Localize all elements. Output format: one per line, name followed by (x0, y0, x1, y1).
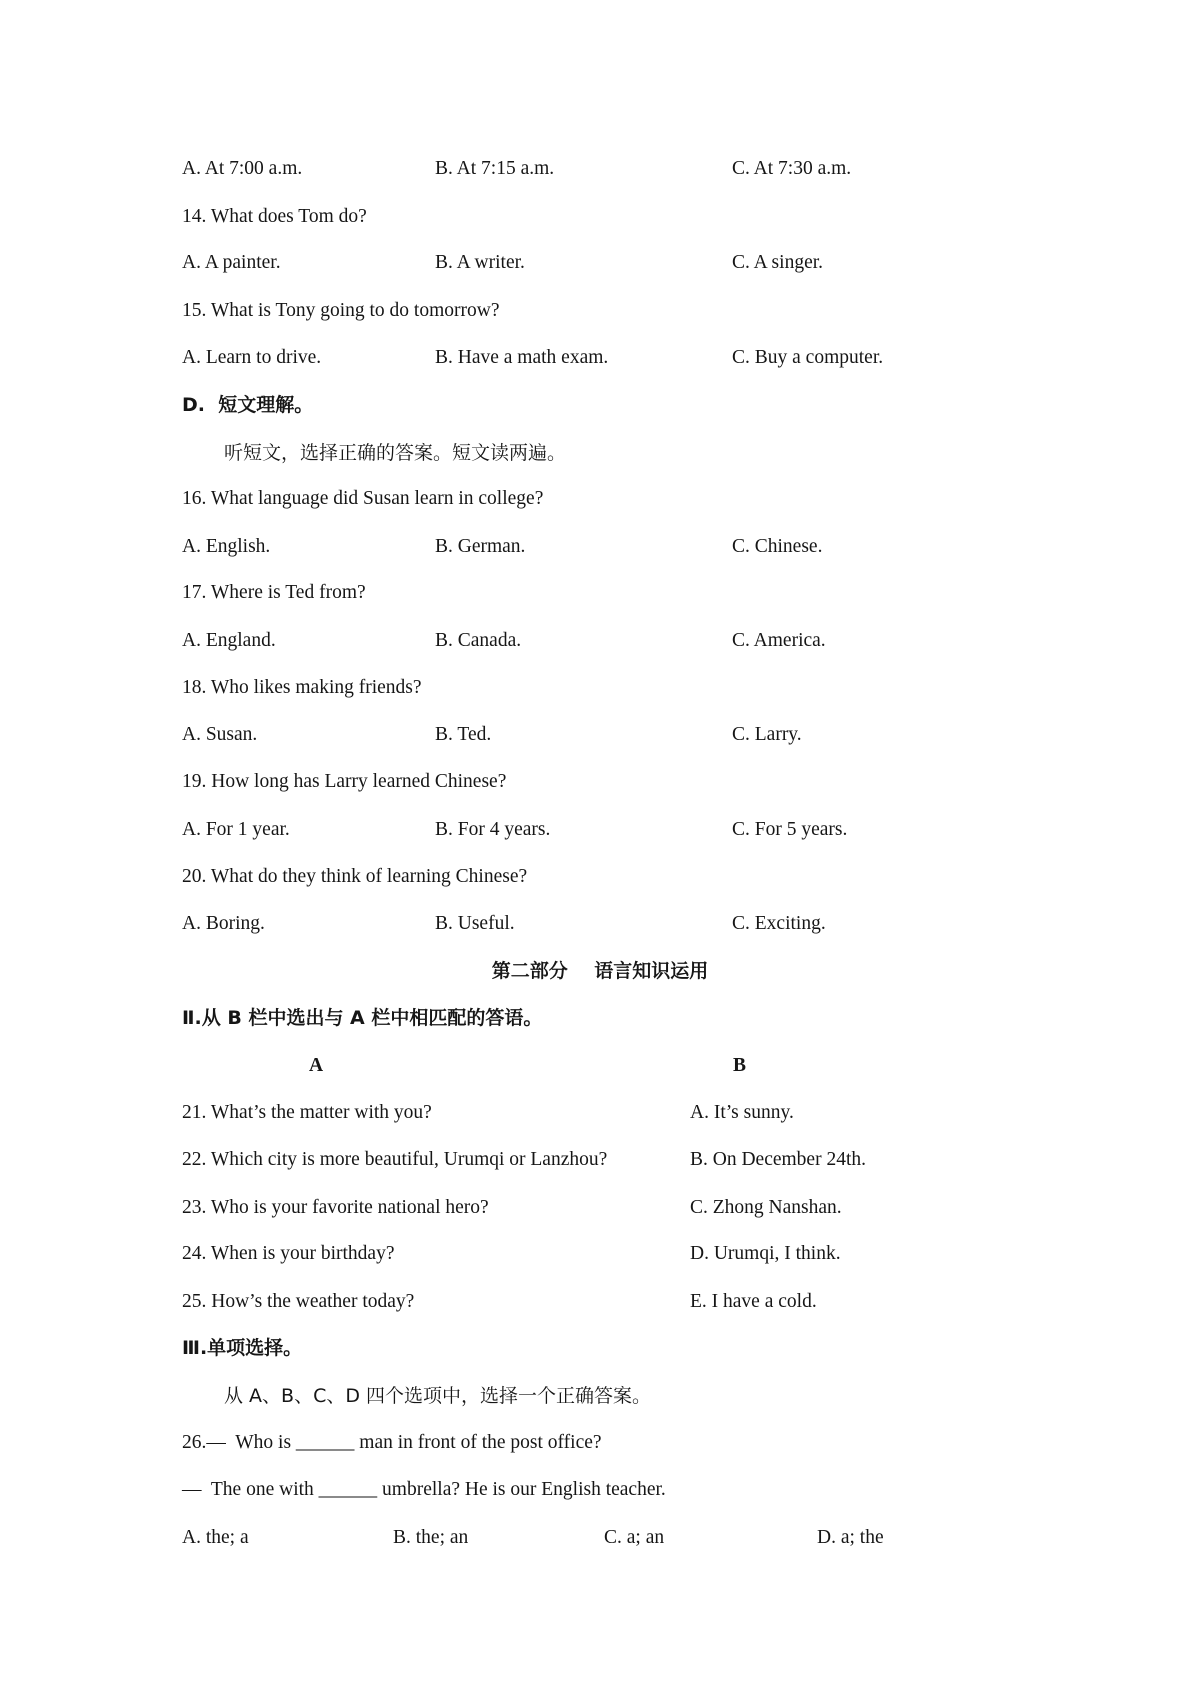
q19-options-row (0, 817, 1200, 843)
q18-option-b: B. Ted. (435, 724, 492, 745)
q19-row (0, 769, 1200, 795)
q15-row (0, 298, 1200, 324)
q16-option-c: C. Chinese. (732, 536, 823, 557)
match-answer-d: D. Urumqi, I think. (690, 1243, 841, 1264)
q16-option-b: B. German. (435, 536, 526, 557)
section-d-instruction-row (0, 440, 1200, 466)
q17-options-row (0, 628, 1200, 654)
match-question-25: 25. How’s the weather today? (182, 1291, 415, 1312)
column-b-header: B (733, 1055, 747, 1076)
match-row (0, 1289, 1200, 1315)
q14-option-a: A. A painter. (182, 252, 281, 273)
q17-option-b: B. Canada. (435, 630, 522, 651)
part-two-heading: 第二部分 语言知识运用 (491, 960, 709, 982)
q26-question-line1: 26.— Who is ______ man in front of the post office? (182, 1432, 602, 1453)
q26-options-row (0, 1525, 1200, 1551)
q17-question: 17. Where is Ted from? (182, 582, 366, 603)
match-question-24: 24. When is your birthday? (182, 1243, 395, 1264)
section-iii-instruction: 从 A、B、C、D 四个选项中，选择一个正确答案。 (224, 1385, 652, 1407)
q17-row (0, 580, 1200, 606)
q13-option-c: C. At 7:30 a.m. (732, 158, 852, 179)
q26-question-line2: — The one with ______ umbrella? He is our English teacher. (182, 1479, 666, 1500)
match-row (0, 1195, 1200, 1221)
q26-line2-row (0, 1477, 1200, 1503)
q13-option-a: A. At 7:00 a.m. (182, 158, 303, 179)
section-iii-instruction-row (0, 1383, 1200, 1409)
q15-option-b: B. Have a math exam. (435, 347, 609, 368)
match-row (0, 1100, 1200, 1126)
q15-option-c: C. Buy a computer. (732, 347, 884, 368)
q16-options-row (0, 534, 1200, 560)
section-d-heading: D. 短文理解。 (182, 394, 314, 416)
q19-option-a: A. For 1 year. (182, 819, 290, 840)
match-answer-a: A. It’s sunny. (690, 1102, 794, 1123)
q20-question: 20. What do they think of learning Chinese? (182, 866, 528, 887)
q20-option-c: C. Exciting. (732, 913, 826, 934)
q14-option-b: B. A writer. (435, 252, 525, 273)
section-iii-heading: Ⅲ.单项选择。 (182, 1337, 303, 1359)
q19-option-b: B. For 4 years. (435, 819, 551, 840)
match-answer-b: B. On December 24th. (690, 1149, 866, 1170)
q20-option-a: A. Boring. (182, 913, 265, 934)
match-row (0, 1147, 1200, 1173)
q26-option-a: A. the; a (182, 1527, 249, 1548)
q18-option-a: A. Susan. (182, 724, 258, 745)
part-two-heading-row (0, 958, 1200, 984)
q18-row (0, 675, 1200, 701)
section-d-heading-row (0, 392, 1200, 418)
match-answer-c: C. Zhong Nanshan. (690, 1197, 842, 1218)
q17-option-c: C. America. (732, 630, 826, 651)
q13-option-b: B. At 7:15 a.m. (435, 158, 555, 179)
q16-question: 16. What language did Susan learn in college? (182, 488, 544, 509)
q19-question: 19. How long has Larry learned Chinese? (182, 771, 507, 792)
match-question-22: 22. Which city is more beautiful, Urumqi or Lanzhou? (182, 1149, 608, 1170)
q13-options-row (0, 156, 1200, 182)
q20-option-b: B. Useful. (435, 913, 515, 934)
q26-option-b: B. the; an (393, 1527, 469, 1548)
q14-options-row (0, 250, 1200, 276)
q16-option-a: A. English. (182, 536, 271, 557)
section-iii-heading-row (0, 1335, 1200, 1361)
q14-row (0, 204, 1200, 230)
q20-options-row (0, 911, 1200, 937)
q26-option-d: D. a; the (817, 1527, 884, 1548)
q15-option-a: A. Learn to drive. (182, 347, 322, 368)
section-ii-heading-row (0, 1005, 1200, 1031)
q18-options-row (0, 722, 1200, 748)
match-question-23: 23. Who is your favorite national hero? (182, 1197, 489, 1218)
q14-option-c: C. A singer. (732, 252, 824, 273)
match-answer-e: E. I have a cold. (690, 1291, 817, 1312)
q15-options-row (0, 345, 1200, 371)
match-question-21: 21. What’s the matter with you? (182, 1102, 432, 1123)
q14-question: 14. What does Tom do? (182, 206, 367, 227)
q17-option-a: A. England. (182, 630, 276, 651)
q18-question: 18. Who likes making friends? (182, 677, 422, 698)
column-a-header: A (309, 1055, 324, 1076)
q15-question: 15. What is Tony going to do tomorrow? (182, 300, 500, 321)
q26-option-c: C. a; an (604, 1527, 665, 1548)
q18-option-c: C. Larry. (732, 724, 802, 745)
q20-row (0, 864, 1200, 890)
section-ii-heading: Ⅱ.从 B 栏中选出与 A 栏中相匹配的答语。 (182, 1007, 543, 1029)
q19-option-c: C. For 5 years. (732, 819, 848, 840)
q16-row (0, 486, 1200, 512)
section-d-instruction: 听短文，选择正确的答案。短文读两遍。 (224, 442, 567, 464)
match-row (0, 1241, 1200, 1267)
section-ii-column-headers (0, 1053, 1200, 1079)
q26-line1-row (0, 1430, 1200, 1456)
